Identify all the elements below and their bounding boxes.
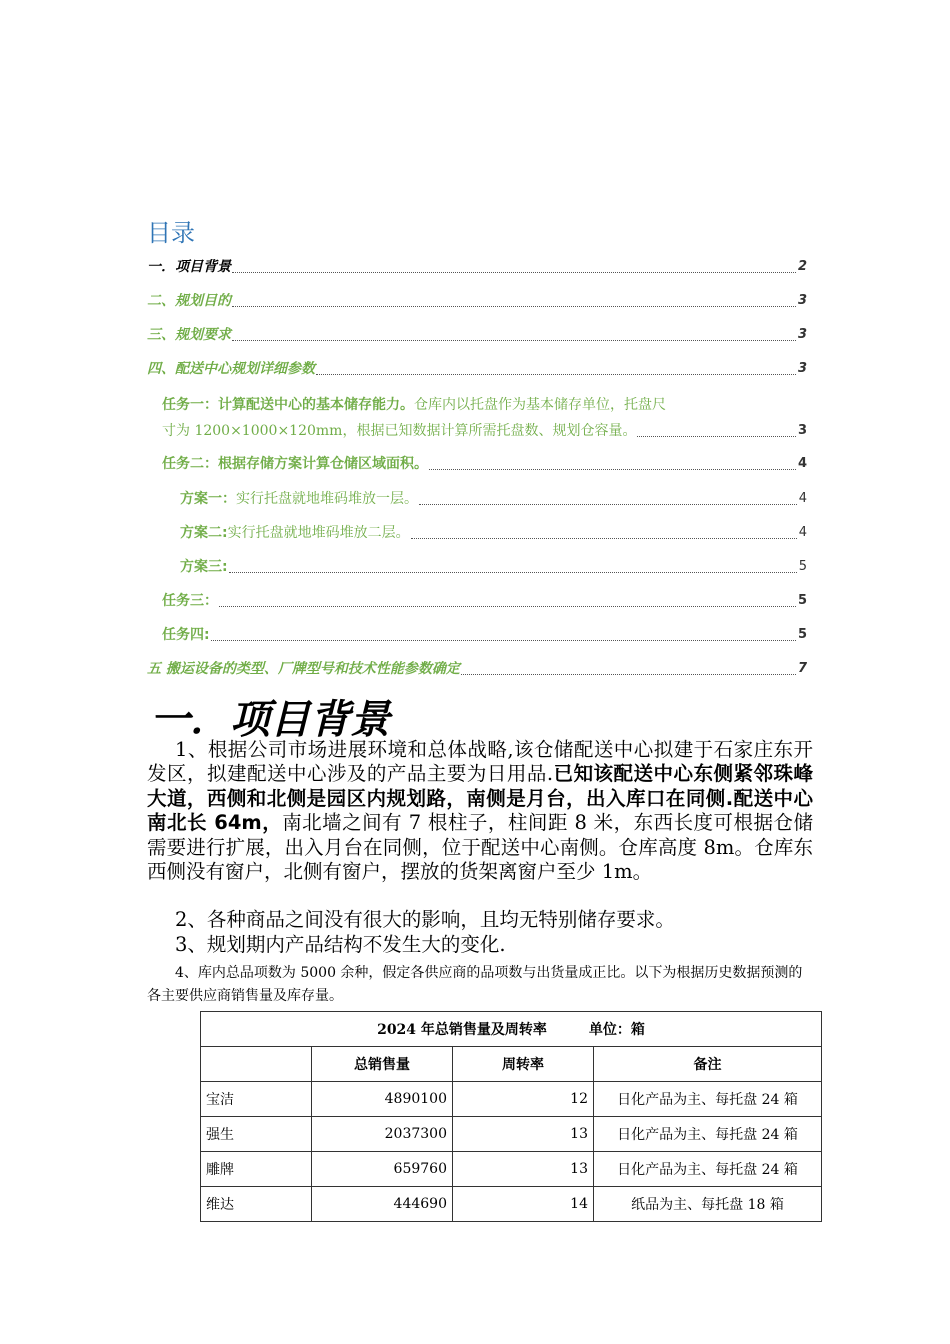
toc-leader — [232, 305, 796, 307]
paragraph-3: 3、规划期内产品结构不发生大的变化. — [175, 933, 506, 956]
toc-page-number: 4 — [798, 525, 807, 540]
table-caption: 2024 年总销售量及周转率 单位：箱 — [201, 1012, 822, 1047]
note-value: 日化产品为主、每托盘 24 箱 — [594, 1082, 822, 1117]
toc-leader — [316, 373, 796, 375]
turnover-value: 13 — [453, 1117, 594, 1152]
toc-leader — [219, 605, 796, 607]
toc-leader — [419, 503, 797, 505]
toc-leader — [232, 271, 796, 273]
toc-page-number: 2 — [797, 259, 807, 274]
toc-item-parameters[interactable] — [147, 360, 807, 378]
toc-leader — [232, 339, 796, 341]
toc-item-purpose[interactable] — [147, 292, 807, 310]
toc-leader — [637, 435, 796, 437]
toc-leader — [461, 673, 796, 675]
toc-item-label: 五 搬运设备的类型、厂牌型号和技术性能参数确定 — [147, 661, 460, 677]
toc-leader — [411, 537, 797, 539]
paragraph-4: 4、库内总品项数为 5000 余种，假定各供应商的品项数与出货量成正比。以下为根据历史数据预测的各主要供应商销售量及库存量。 — [147, 965, 803, 1004]
table-row — [201, 1187, 822, 1222]
toc-item-label: 方案二:实行托盘就地堆码堆放二层。 — [180, 525, 410, 541]
supplier-name: 维达 — [201, 1187, 312, 1222]
column-header: 总销售量 — [312, 1047, 453, 1082]
toc-page-number: 7 — [797, 661, 807, 676]
toc-item-label: 方案一：实行托盘就地堆码堆放一层。 — [180, 491, 418, 507]
sales-value: 444690 — [312, 1187, 453, 1222]
paragraph-1: 1、根据公司市场进展环境和总体战略,该仓储配送中心拟建于石家庄东开发区，拟建配送中心涉及的产品主要为日用品.已知该配送中心东侧紧邻珠峰大道，西侧和北侧是园区内规划路，南侧是月台，出入库口在同侧.配送中心南北长 64m，南北墙之间有 7 根柱子，柱间距 8 米，东西长度可根据仓储需要进行扩展，出入月台在同侧，位于配送中心南侧。仓库高度 8m。仓库东西侧没有窗户，北侧有窗户，摆放的货架离窗户至少 1m。 — [147, 738, 814, 884]
toc-page-number: 3 — [797, 293, 807, 308]
column-header — [201, 1047, 312, 1082]
column-header: 周转率 — [453, 1047, 594, 1082]
toc-item-task2[interactable] — [162, 455, 807, 473]
note-value: 日化产品为主、每托盘 24 箱 — [594, 1152, 822, 1187]
note-value: 纸品为主、每托盘 18 箱 — [594, 1187, 822, 1222]
sales-table — [200, 1011, 822, 1222]
toc-page-number: 5 — [797, 593, 807, 608]
toc-page-number: 4 — [798, 491, 807, 506]
toc-item-label: 方案三: — [180, 559, 228, 575]
toc-item-label: 任务四: — [162, 627, 210, 643]
toc-item-background[interactable] — [147, 258, 807, 276]
toc-item-label: 一．项目背景 — [147, 259, 231, 275]
toc-item-plan3[interactable] — [180, 558, 807, 576]
table-header-row — [201, 1047, 822, 1082]
toc-item-plan2[interactable] — [180, 524, 807, 542]
toc-item-label: 寸为 1200×1000×120mm，根据已知数据计算所需托盘数、规划仓容量。 — [162, 423, 637, 439]
section-heading: 一．项目背景 — [150, 696, 390, 743]
turnover-value: 13 — [453, 1152, 594, 1187]
toc-leader — [211, 639, 796, 641]
supplier-name: 雕牌 — [201, 1152, 312, 1187]
sales-value: 659760 — [312, 1152, 453, 1187]
sales-value: 2037300 — [312, 1117, 453, 1152]
toc-item-requirements[interactable] — [147, 326, 807, 344]
toc-item-label: 任务二：根据存储方案计算仓储区域面积。 — [162, 456, 428, 472]
toc-leader — [229, 571, 797, 573]
toc-item-task1[interactable] — [162, 396, 807, 414]
table-row — [201, 1152, 822, 1187]
supplier-name: 宝洁 — [201, 1082, 312, 1117]
toc-item-task1-cont[interactable] — [162, 422, 807, 440]
toc-page-number: 5 — [797, 627, 807, 642]
toc-item-label: 三、规划要求 — [147, 327, 231, 343]
column-header: 备注 — [594, 1047, 822, 1082]
toc-item-task3[interactable] — [162, 592, 807, 610]
toc-item-label: 任务三： — [162, 593, 218, 609]
paragraph-2: 2、各种商品之间没有很大的影响，且均无特别储存要求。 — [175, 908, 675, 931]
supplier-name: 强生 — [201, 1117, 312, 1152]
table-row — [201, 1082, 822, 1117]
toc-page-number: 3 — [797, 327, 807, 342]
turnover-value: 12 — [453, 1082, 594, 1117]
toc-item-equipment[interactable] — [147, 660, 807, 678]
toc-title: 目录 — [147, 219, 195, 247]
sales-value: 4890100 — [312, 1082, 453, 1117]
toc-leader — [429, 468, 796, 470]
note-value: 日化产品为主、每托盘 24 箱 — [594, 1117, 822, 1152]
table-caption-row — [201, 1012, 822, 1047]
toc-item-plan1[interactable] — [180, 490, 807, 508]
toc-page-number: 3 — [797, 361, 807, 376]
toc-item-task4[interactable] — [162, 626, 807, 644]
toc-page-number: 3 — [797, 423, 807, 438]
toc-item-label: 二、规划目的 — [147, 293, 231, 309]
toc-page-number: 4 — [797, 456, 807, 471]
table-row — [201, 1117, 822, 1152]
toc-page-number: 5 — [798, 559, 807, 574]
toc-item-label: 任务一：计算配送中心的基本储存能力。仓库内以托盘作为基本储存单位，托盘尺 — [162, 397, 666, 413]
turnover-value: 14 — [453, 1187, 594, 1222]
toc-item-label: 四、配送中心规划详细参数 — [147, 361, 315, 377]
